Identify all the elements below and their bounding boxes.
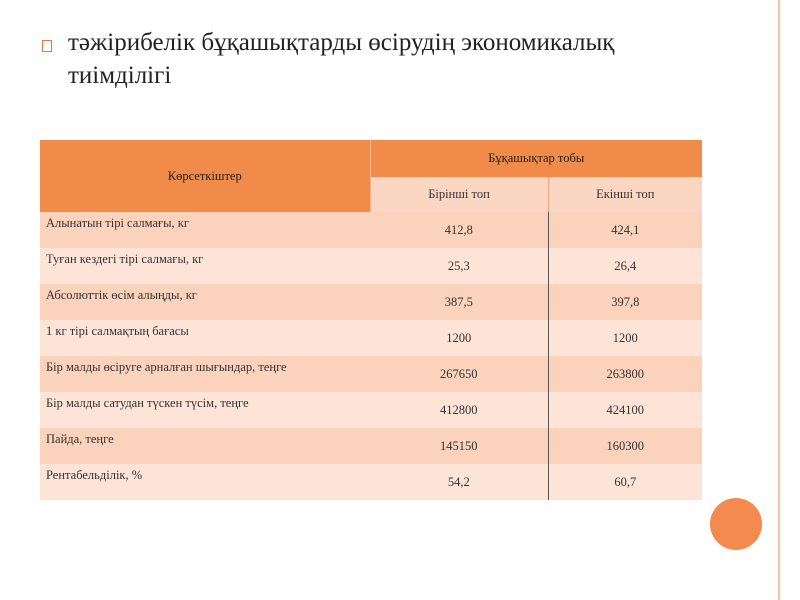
- results-table: [40, 140, 702, 500]
- value-second-group: 397,8: [548, 284, 702, 320]
- row-label: Алынатын тірі салмағы, кг: [40, 212, 370, 248]
- row-label: Рентабельділік, %: [40, 464, 370, 500]
- value-first-group: 145150: [370, 428, 548, 464]
- value-second-group: 26,4: [548, 248, 702, 284]
- value-first-group: 54,2: [370, 464, 548, 500]
- value-second-group: 424100: [548, 392, 702, 428]
- row-label: Бір малды сатудан түскен түсім, теңге: [40, 392, 370, 428]
- row-label: Пайда, теңге: [40, 428, 370, 464]
- table-row: [40, 392, 702, 428]
- title-block: [40, 26, 720, 92]
- value-second-group: 424,1: [548, 212, 702, 248]
- value-second-group: 263800: [548, 356, 702, 392]
- value-second-group: 1200: [548, 320, 702, 356]
- row-label: 1 кг тірі салмақтың бағасы: [40, 320, 370, 356]
- value-second-group: 160300: [548, 428, 702, 464]
- table-row: [40, 284, 702, 320]
- value-first-group: 25,3: [370, 248, 548, 284]
- value-first-group: 267650: [370, 356, 548, 392]
- row-label: Бір малды өсіруге арналған шығындар, теңге: [40, 356, 370, 392]
- row-label: Абсолюттік өсім алыңды, кг: [40, 284, 370, 320]
- table-row: [40, 428, 702, 464]
- value-second-group: 60,7: [548, 464, 702, 500]
- table-row: [40, 320, 702, 356]
- col-header-second-group: Екінші топ: [548, 177, 702, 212]
- decorative-circle: [710, 498, 762, 550]
- indicator-header: Көрсеткіштер: [40, 140, 370, 212]
- table-row: [40, 356, 702, 392]
- col-header-first-group: Бірінші топ: [370, 177, 548, 212]
- table-row: [40, 464, 702, 500]
- table-row: [40, 212, 702, 248]
- frame-line: [778, 0, 780, 600]
- value-first-group: 412800: [370, 392, 548, 428]
- value-first-group: 387,5: [370, 284, 548, 320]
- table-row: [40, 248, 702, 284]
- slide-title: тәжірибелік бұқашықтарды өсірудің экономикалық тиімділігі: [67, 29, 615, 89]
- group-header: Бұқашықтар тобы: [370, 140, 702, 177]
- value-first-group: 412,8: [370, 212, 548, 248]
- value-first-group: 1200: [370, 320, 548, 356]
- bullet-icon: [42, 40, 52, 52]
- row-label: Туған кездегі тірі салмағы, кг: [40, 248, 370, 284]
